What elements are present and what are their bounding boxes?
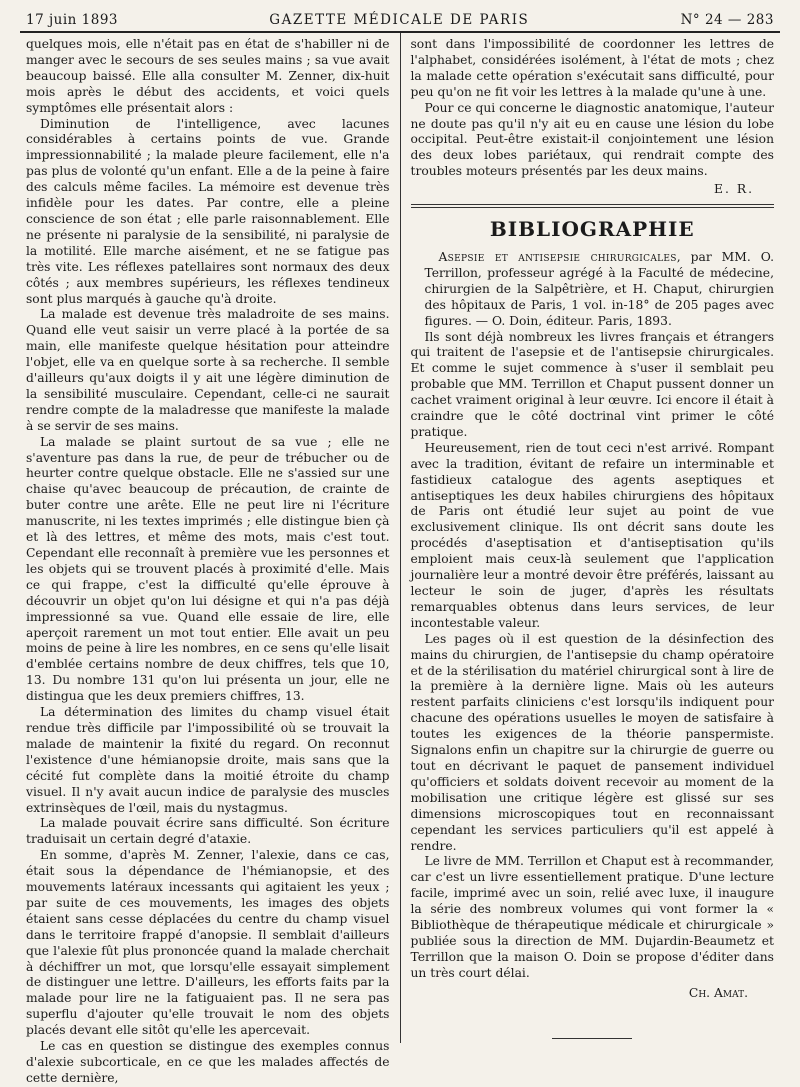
article-continuation <box>411 37 775 180</box>
signature-amat: Ch. Amat. <box>688 985 748 1000</box>
review-body <box>411 330 775 982</box>
paragraph: Pour ce qui concerne le diagnostic anatomique, l'auteur ne doute pas qu'il n'y ait eu en cause une lésion du lobe occipital. Peut-être existait-il conjointement une lésion des deux lobes pariétaux, qui rendrait compte des troubles moteurs présentés par les deux mains. <box>410 100 774 179</box>
section-title: BIBLIOGRAPHIE <box>489 217 695 242</box>
section-rule <box>411 204 775 208</box>
page-header <box>26 10 774 31</box>
paragraph: quelques mois, elle n'était pas en état de s'habiller ni de manger avec le secours de ses seules mains ; sa vue avait beaucoup baissé. Elle alla consulter M. Zenner, dix-huit mois après le début des accidents, et voici quels symptômes elle présentait alors : <box>26 37 390 115</box>
header-issue: N° 24 — 283 <box>680 12 774 28</box>
paragraph: sont dans l'impossibilité de coordonner les lettres de l'alphabet, considérées isolément, à l'état de mots ; chez la malade cette opération s'exécutait sans difficulté, pour peu qu'on ne fit voir les lettres à la malade qu'une à une. <box>410 37 774 99</box>
paragraph: Les pages où il est question de la désinfection des mains du chirurgien, de l'antisepsie du champ opératoire et de la stérilisation du matériel chirurgical sont à lire de la première à la dernière ligne. Mais où les auteurs restent parfaits cliniciens c'est lorsqu'ils indiquent pour chacune des opérations usuelles le moyen de satisfaire à toutes les exigences de la théorie panspermiste. Signalons enfin un chapitre sur la chirurgie de guerre ou tout en décrivant le paquet de pansement individuel qu'officiers et soldats doivent recevoir au moment de la mobilisation une critique légère est glissé sur ses dimensions microscopiques tout en reconnaissant cependant les services particuliers qu'il est appelé à rendre. <box>410 631 774 853</box>
header-title: GAZETTE MÉDICALE DE PARIS <box>269 12 530 28</box>
paragraph: La malade est devenue très maladroite de ses mains. Quand elle veut saisir un verre placé à la portée de sa main, elle manifeste quelque hésitation pour atteindre l'objet, elle va en quelque sorte à sa recherche. Il semble d'ailleurs qu'aux doigts il y ait une légère diminution de la sensibilité musculaire. Cependant, celle-ci ne saurait rendre compte de la maladresse que manifeste la malade à se servir de ses mains. <box>26 307 390 433</box>
paragraph: La détermination des limites du champ visuel était rendue très difficile par l'impossibilité où se trouvait la malade de maintenir la fixité du regard. On reconnut l'existence d'une hémianopsie droite, mais sans que la cécité fut complète dans la moitié étroite du champ visuel. Il n'y avait aucun indice de paralysie des muscles extrinsèques de l'œil, mais du nystagmus. <box>26 705 390 815</box>
paragraph: La malade pouvait écrire sans difficulté. Son écriture traduisait un certain degré d'ataxie. <box>26 816 390 847</box>
column-divider <box>400 33 401 1043</box>
paragraph: La malade se plaint surtout de sa vue ; elle ne s'aventure pas dans la rue, de peur de trébucher ou de heurter contre quelque obstacle. Elle ne s'assied sur une chaise qu'avec beaucoup de précaution, de crainte de buter contre une arête. Elle ne peut lire ni l'écriture manuscrite, ni les textes imprimés ; elle distingue bien çà et là des lettres, et même des mots, mais c'est tout. Cependant elle reconnaît à première vue les personnes et les objets qui se trouvent placés à proximité d'elle. Mais ce qui frappe, c'est la difficulté qu'elle éprouve à découvrir un objet qu'on lui désigne et qui n'a pas déjà impressionné sa vue. Quand elle essaie de lire, elle aperçoit rarement un mot tout entier. Elle avait un peu moins de peine à lire les nombres, en ce sens qu'elle lisait d'emblée certains nombre de deux chiffres, tels que 10, 13. Du nombre 131 qu'on lui présenta un jour, elle ne distingua que les deux premiers chiffres, 13. <box>26 434 390 704</box>
paragraph: En somme, d'après M. Zenner, l'alexie, dans ce cas, était sous la dépendance de l'hémianopsie, et des mouvements latéraux incessants qui agitaient les yeux ; par suite de ces mouvements, les images des objets étaient sans cesse déplacées du centre du champ visuel dans le territoire frappé d'anopsie. Il semblait d'ailleurs que l'alexie fût plus prononcée quand la malade cherchait à déchiffrer un mot, que lorsqu'elle essayait simplement de distinguer une lettre. D'ailleurs, les efforts faits par la malade pour lire ne la fatiguaient pas. Il ne sera pas superflu d'ajouter qu'elle trouvait le nom des objets placés devant elle sitôt qu'elle les apercevait. <box>26 848 390 1038</box>
paragraph: Le cas en question se distingue des exemples connus d'alexie subcorticale, en ce que les malades affectés de cette dernière, <box>26 1039 390 1085</box>
paragraph: Ils sont déjà nombreux les livres français et étrangers qui traitent de l'asepsie et de l'antisepsie chirurgicales. Et comme le sujet commence à s'user il semblait peu probable que MM. Terrillon et Chaput pussent donner un cachet vraiment original à leur œuvre. Ici encore il était à craindre que le côté doctrinal vint primer le côté pratique. <box>410 329 774 439</box>
book-title: Asepsie et antisepsie chirurgicales <box>438 249 677 264</box>
left-column <box>26 37 390 1087</box>
book-details: , par MM. O. Terrillon, professeur agrégé à la Faculté de médecine, chirurgien de la Salpêtrière, et H. Chaput, chirurgien des hôpitaux de Paris, 1 vol. in-18° de 205 pages avec figures. — O. Doin, éditeur. Paris, 1893. <box>424 249 774 328</box>
paragraph: Diminution de l'intelligence, avec lacunes considérables à certains points de vue. Grande impressionnabilité ; la malade pleure facilement, elle n'a pas plus de volonté qu'un enfant. Elle a de la peine à faire des calculs même faciles. La mémoire est devenue très infidèle pour les dates. Par contre, elle a pleine conscience de son état ; elle parle raisonnablement. Elle ne présente ni paralysie de la sensibilité, ni paralysie de la motilité. Elle marche aisément, et ne se fatigue pas très vite. Les réflexes patellaires sont normaux des deux côtés ; aux membres supérieurs, les réflexes tendineux sont plus marqués à gauche qu'à droite. <box>26 116 390 306</box>
paragraph: Heureusement, rien de tout ceci n'est arrivé. Rompant avec la tradition, évitant de refaire un interminable et fastidieux catalogue des agents aseptiques et antiseptiques les deux habiles chirurgiens des hôpitaux de Paris ont étudié leur sujet au point de vue exclusivement clinique. Ils ont décrit sans doute les procédés d'aseptisation et d'antiseptisation qu'ils emploient mais ceux-là seulement que l'application journalière leur a montré devoir être préférés, laissant au lecteur le soin de juger, d'après les résultats remarquables obtenus dans leurs services, de leur incontestable valeur. <box>410 440 774 630</box>
columns <box>26 37 774 1087</box>
paragraph: Le livre de MM. Terrillon et Chaput est à recommander, car c'est un livre essentiellement pratique. D'une lecture facile, imprimé avec un soin, relié avec luxe, il inaugure la série des nombreux volumes qui vont former la « Bibliothèque de thérapeutique médicale et chirurgicale » publiée sous la direction de MM. Dujardin-Beaumetz et Terrillon que la maison O. Doin se propose d'éditer dans un très court délai. <box>410 854 774 980</box>
right-column <box>411 37 775 1087</box>
signature-er: E. R. <box>714 182 754 197</box>
end-rule <box>552 1038 632 1039</box>
bibliography-reference <box>411 250 775 330</box>
header-date: 17 juin 1893 <box>26 12 119 28</box>
